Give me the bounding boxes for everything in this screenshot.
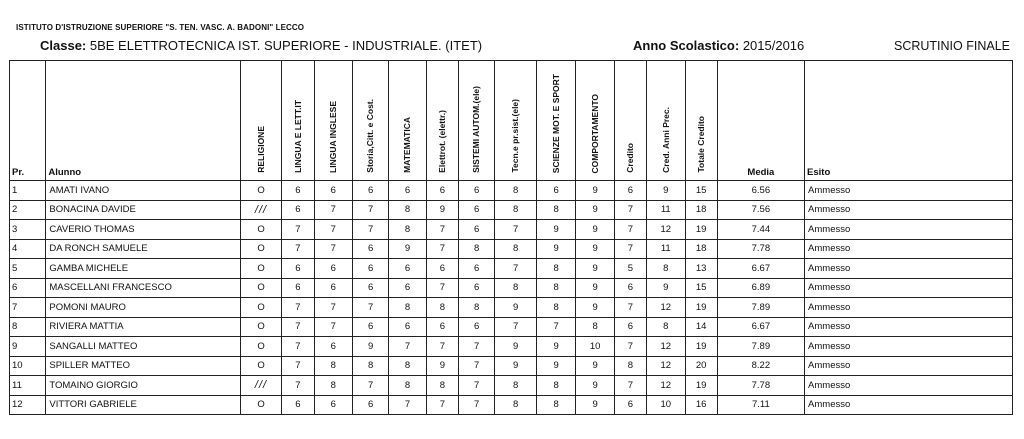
- table-row: [10, 278, 1013, 298]
- grade-cell: 8: [536, 200, 575, 220]
- table-row: [10, 317, 1013, 337]
- row-number: 11: [10, 376, 46, 396]
- col-header-subject: [458, 61, 494, 181]
- grade-cell: 11: [647, 239, 685, 259]
- media-cell: 6.56: [717, 181, 804, 201]
- grade-cell: 8: [495, 200, 537, 220]
- grade-cell: 9: [576, 298, 614, 318]
- table-row: [10, 181, 1013, 201]
- table-row: [10, 376, 1013, 396]
- col-header-media: Media: [717, 61, 804, 181]
- grade-cell: 7: [314, 239, 352, 259]
- col-header-esito: Esito: [805, 61, 1013, 181]
- grade-cell: 6: [614, 395, 646, 415]
- col-header-subject: [389, 61, 426, 181]
- esito-cell: Ammesso: [805, 298, 1013, 318]
- grade-cell: 6: [352, 181, 388, 201]
- esito-cell: Ammesso: [805, 259, 1013, 279]
- grades-table: [9, 60, 1013, 415]
- row-number: 8: [10, 317, 46, 337]
- grade-cell: 8: [389, 376, 426, 396]
- media-cell: 6.67: [717, 259, 804, 279]
- grade-cell: 9: [647, 278, 685, 298]
- grade-cell: 8: [495, 181, 537, 201]
- grade-cell: 15: [685, 278, 717, 298]
- grade-cell: 8: [576, 317, 614, 337]
- student-name: MASCELLANI FRANCESCO: [46, 278, 240, 298]
- grade-cell: 8: [314, 376, 352, 396]
- grade-cell: 9: [536, 356, 575, 376]
- grade-cell: 8: [389, 356, 426, 376]
- student-name: POMONI MAURO: [46, 298, 240, 318]
- grade-cell: 7: [314, 200, 352, 220]
- col-header-subject: [536, 61, 575, 181]
- grade-cell: O: [240, 259, 282, 279]
- col-header-subject-label: LINGUA INGLESE: [327, 101, 338, 173]
- row-number: 5: [10, 259, 46, 279]
- col-header-subject: [685, 61, 717, 181]
- row-number: 1: [10, 181, 46, 201]
- class-info: [40, 38, 482, 53]
- grade-cell: 7: [352, 298, 388, 318]
- grade-cell: 6: [389, 317, 426, 337]
- grade-cell: 6: [314, 181, 352, 201]
- grade-cell: 6: [458, 278, 494, 298]
- grade-cell: 6: [458, 317, 494, 337]
- grade-cell: 18: [685, 200, 717, 220]
- grade-cell: 6: [352, 259, 388, 279]
- grade-cell: 7: [458, 356, 494, 376]
- grade-cell: 7: [426, 239, 458, 259]
- grade-cell: 7: [614, 220, 646, 240]
- col-header-subject-label: RELIGIONE: [255, 126, 266, 173]
- grade-cell: 7: [614, 337, 646, 357]
- grade-cell: 7: [282, 220, 314, 240]
- grade-cell: 6: [314, 278, 352, 298]
- grade-cell: 12: [647, 337, 685, 357]
- student-name: AMATI IVANO: [46, 181, 240, 201]
- col-header-subject: [352, 61, 388, 181]
- row-number: 3: [10, 220, 46, 240]
- grade-cell: O: [240, 395, 282, 415]
- grade-cell: ///: [240, 200, 282, 220]
- grade-cell: 8: [495, 395, 537, 415]
- grade-cell: 12: [647, 356, 685, 376]
- grade-cell: 7: [352, 376, 388, 396]
- grade-cell: 6: [282, 278, 314, 298]
- grade-cell: 6: [282, 259, 314, 279]
- col-header-subject-label: MATEMATICA: [402, 117, 413, 173]
- grade-cell: 7: [314, 220, 352, 240]
- grade-cell: 6: [426, 181, 458, 201]
- row-number: 7: [10, 298, 46, 318]
- esito-cell: Ammesso: [805, 395, 1013, 415]
- student-name: DA RONCH SAMUELE: [46, 239, 240, 259]
- grade-cell: 8: [536, 259, 575, 279]
- table-body: [10, 181, 1013, 415]
- col-header-alunno: Alunno: [46, 61, 240, 181]
- grade-cell: 7: [389, 337, 426, 357]
- grade-cell: 6: [389, 181, 426, 201]
- grade-cell: 9: [576, 220, 614, 240]
- grade-cell: 6: [614, 317, 646, 337]
- grade-cell: 12: [647, 298, 685, 318]
- grade-cell: 9: [576, 239, 614, 259]
- grade-cell: 8: [426, 298, 458, 318]
- grade-cell: 12: [647, 376, 685, 396]
- grade-cell: 6: [458, 181, 494, 201]
- grade-cell: 5: [614, 259, 646, 279]
- grade-cell: 7: [614, 376, 646, 396]
- grade-cell: 8: [389, 298, 426, 318]
- table-row: [10, 220, 1013, 240]
- student-name: CAVERIO THOMAS: [46, 220, 240, 240]
- grade-cell: O: [240, 356, 282, 376]
- row-number: 2: [10, 200, 46, 220]
- grade-cell: 8: [389, 220, 426, 240]
- grade-cell: 7: [495, 220, 537, 240]
- grade-cell: O: [240, 181, 282, 201]
- grade-cell: 6: [426, 259, 458, 279]
- col-header-subject: [426, 61, 458, 181]
- grade-cell: 10: [576, 337, 614, 357]
- media-cell: 6.89: [717, 278, 804, 298]
- grade-cell: 9: [576, 259, 614, 279]
- grade-cell: 9: [352, 337, 388, 357]
- grade-cell: 6: [314, 395, 352, 415]
- grade-cell: 15: [685, 181, 717, 201]
- esito-cell: Ammesso: [805, 181, 1013, 201]
- grade-cell: 8: [647, 317, 685, 337]
- grade-cell: 7: [389, 395, 426, 415]
- grade-cell: 6: [282, 395, 314, 415]
- grade-cell: 11: [647, 200, 685, 220]
- col-header-subject: [282, 61, 314, 181]
- grade-cell: 9: [495, 298, 537, 318]
- col-header-subject: [576, 61, 614, 181]
- media-cell: 7.78: [717, 239, 804, 259]
- grade-cell: 9: [647, 181, 685, 201]
- grade-cell: 6: [389, 278, 426, 298]
- grade-cell: 19: [685, 376, 717, 396]
- row-number: 10: [10, 356, 46, 376]
- grade-cell: 9: [536, 220, 575, 240]
- grade-cell: 19: [685, 337, 717, 357]
- grade-cell: 7: [536, 317, 575, 337]
- grade-cell: 7: [282, 239, 314, 259]
- esito-cell: Ammesso: [805, 278, 1013, 298]
- grade-cell: 7: [426, 395, 458, 415]
- table-row: [10, 259, 1013, 279]
- grade-cell: 6: [458, 259, 494, 279]
- esito-cell: Ammesso: [805, 200, 1013, 220]
- grade-cell: 8: [536, 376, 575, 396]
- grade-cell: 6: [282, 181, 314, 201]
- grade-cell: 8: [614, 356, 646, 376]
- grade-cell: 18: [685, 239, 717, 259]
- row-number: 4: [10, 239, 46, 259]
- grade-cell: 8: [458, 239, 494, 259]
- grade-cell: 9: [576, 395, 614, 415]
- col-header-subject: [314, 61, 352, 181]
- grade-cell: 9: [576, 181, 614, 201]
- student-name: TOMAINO GIORGIO: [46, 376, 240, 396]
- grade-cell: 19: [685, 220, 717, 240]
- grade-cell: 6: [458, 200, 494, 220]
- col-header-subject-label: LINGUA E LETT.IT: [292, 100, 303, 173]
- row-number: 12: [10, 395, 46, 415]
- esito-cell: Ammesso: [805, 239, 1013, 259]
- esito-cell: Ammesso: [805, 376, 1013, 396]
- grade-cell: 6: [389, 259, 426, 279]
- table-header-row: [10, 61, 1013, 181]
- grade-cell: 19: [685, 298, 717, 318]
- table-row: [10, 337, 1013, 357]
- grade-cell: 7: [614, 200, 646, 220]
- grade-cell: 20: [685, 356, 717, 376]
- media-cell: 7.11: [717, 395, 804, 415]
- col-header-subject-label: Storia,Citt. e Cost.: [365, 99, 376, 173]
- grade-cell: 6: [352, 239, 388, 259]
- grade-cell: 7: [282, 337, 314, 357]
- grade-cell: 7: [458, 337, 494, 357]
- grade-cell: 16: [685, 395, 717, 415]
- col-header-subject: [614, 61, 646, 181]
- grade-cell: 6: [352, 278, 388, 298]
- col-header-subject: [647, 61, 685, 181]
- grade-cell: 7: [282, 298, 314, 318]
- col-header-subject-label: Cred. Anni Prec.: [660, 107, 671, 173]
- grade-cell: 7: [614, 298, 646, 318]
- grade-cell: O: [240, 317, 282, 337]
- student-name: SPILLER MATTEO: [46, 356, 240, 376]
- grade-cell: 9: [576, 356, 614, 376]
- esito-cell: Ammesso: [805, 337, 1013, 357]
- school-name: ISTITUTO D'ISTRUZIONE SUPERIORE "S. TEN. VASC. A. BADONI" LECCO: [16, 23, 305, 32]
- esito-cell: Ammesso: [805, 356, 1013, 376]
- table-row: [10, 298, 1013, 318]
- year-value: 2015/2016: [742, 38, 805, 53]
- year-label: Anno Scolastico:: [633, 38, 740, 53]
- class-label: Classe:: [40, 38, 87, 53]
- grade-cell: 7: [426, 278, 458, 298]
- table-row: [10, 239, 1013, 259]
- grade-cell: O: [240, 220, 282, 240]
- grade-cell: 6: [314, 259, 352, 279]
- col-header-subject: [240, 61, 282, 181]
- grade-cell: 8: [495, 239, 537, 259]
- grade-cell: 9: [426, 200, 458, 220]
- student-name: VITTORI GABRIELE: [46, 395, 240, 415]
- media-cell: 7.89: [717, 298, 804, 318]
- media-cell: 7.89: [717, 337, 804, 357]
- grade-cell: 8: [536, 278, 575, 298]
- grade-cell: 8: [647, 259, 685, 279]
- grade-cell: 13: [685, 259, 717, 279]
- grade-cell: 9: [576, 278, 614, 298]
- grade-cell: 7: [426, 337, 458, 357]
- grade-cell: 7: [352, 220, 388, 240]
- col-header-subject-label: SISTEMI AUTOM.(ele): [471, 86, 482, 173]
- col-header-subject-label: Elettrot. (elettr.): [437, 110, 448, 173]
- grade-cell: 9: [426, 356, 458, 376]
- scrutinio-title: SCRUTINIO FINALE: [894, 39, 1010, 53]
- grade-cell: 6: [282, 200, 314, 220]
- grade-cell: 7: [352, 200, 388, 220]
- class-value: 5BE ELETTROTECNICA IST. SUPERIORE - INDUSTRIALE. (ITET): [89, 38, 483, 53]
- esito-cell: Ammesso: [805, 317, 1013, 337]
- grade-cell: O: [240, 239, 282, 259]
- media-cell: 8.22: [717, 356, 804, 376]
- grade-cell: 6: [614, 181, 646, 201]
- grade-cell: 8: [536, 395, 575, 415]
- col-header-subject: [495, 61, 537, 181]
- grade-cell: 7: [282, 317, 314, 337]
- table-row: [10, 200, 1013, 220]
- grade-cell: 6: [426, 317, 458, 337]
- grade-cell: 12: [647, 220, 685, 240]
- grade-cell: ///: [240, 376, 282, 396]
- media-cell: 7.78: [717, 376, 804, 396]
- grade-cell: 9: [495, 356, 537, 376]
- grade-cell: 8: [389, 200, 426, 220]
- col-header-subject-label: Credito: [625, 143, 636, 173]
- grade-cell: 7: [426, 220, 458, 240]
- student-name: SANGALLI MATTEO: [46, 337, 240, 357]
- grade-cell: 7: [314, 298, 352, 318]
- grade-cell: 6: [352, 317, 388, 337]
- grade-cell: 9: [536, 337, 575, 357]
- col-header-pr: Pr.: [10, 61, 46, 181]
- school-year: [633, 38, 804, 53]
- table-row: [10, 395, 1013, 415]
- student-name: RIVIERA MATTIA: [46, 317, 240, 337]
- grade-cell: 7: [458, 376, 494, 396]
- grade-cell: 8: [426, 376, 458, 396]
- grade-cell: 8: [536, 298, 575, 318]
- grade-cell: 8: [458, 298, 494, 318]
- grade-cell: 8: [352, 356, 388, 376]
- grade-cell: O: [240, 337, 282, 357]
- col-header-subject-label: Totale Credito: [695, 116, 706, 173]
- grade-cell: 9: [495, 337, 537, 357]
- media-cell: 7.56: [717, 200, 804, 220]
- grade-cell: 9: [536, 239, 575, 259]
- grade-cell: 7: [282, 356, 314, 376]
- col-header-subject-label: Tecn.e pr.sist.(ele): [510, 99, 521, 173]
- row-number: 9: [10, 337, 46, 357]
- grade-cell: 6: [536, 181, 575, 201]
- grade-cell: 7: [495, 317, 537, 337]
- table-row: [10, 356, 1013, 376]
- grade-cell: 6: [458, 220, 494, 240]
- grade-cell: 6: [614, 278, 646, 298]
- grade-cell: 7: [458, 395, 494, 415]
- col-header-subject-label: SCIENZE MOT. E SPORT: [550, 73, 561, 173]
- col-header-subject-label: COMPORTAMENTO: [589, 93, 600, 173]
- grade-cell: 8: [495, 376, 537, 396]
- grade-cell: 8: [495, 278, 537, 298]
- grade-cell: 10: [647, 395, 685, 415]
- student-name: BONACINA DAVIDE: [46, 200, 240, 220]
- row-number: 6: [10, 278, 46, 298]
- student-name: GAMBA MICHELE: [46, 259, 240, 279]
- grade-cell: O: [240, 298, 282, 318]
- media-cell: 7.44: [717, 220, 804, 240]
- grade-cell: 9: [576, 200, 614, 220]
- grade-cell: O: [240, 278, 282, 298]
- grade-cell: 7: [282, 376, 314, 396]
- grade-cell: 7: [614, 239, 646, 259]
- esito-cell: Ammesso: [805, 220, 1013, 240]
- grade-cell: 6: [352, 395, 388, 415]
- grade-cell: 6: [314, 337, 352, 357]
- grade-cell: 14: [685, 317, 717, 337]
- grade-cell: 9: [389, 239, 426, 259]
- grade-cell: 7: [314, 317, 352, 337]
- grade-cell: 8: [314, 356, 352, 376]
- grade-cell: 7: [495, 259, 537, 279]
- grade-cell: 9: [576, 376, 614, 396]
- media-cell: 6.67: [717, 317, 804, 337]
